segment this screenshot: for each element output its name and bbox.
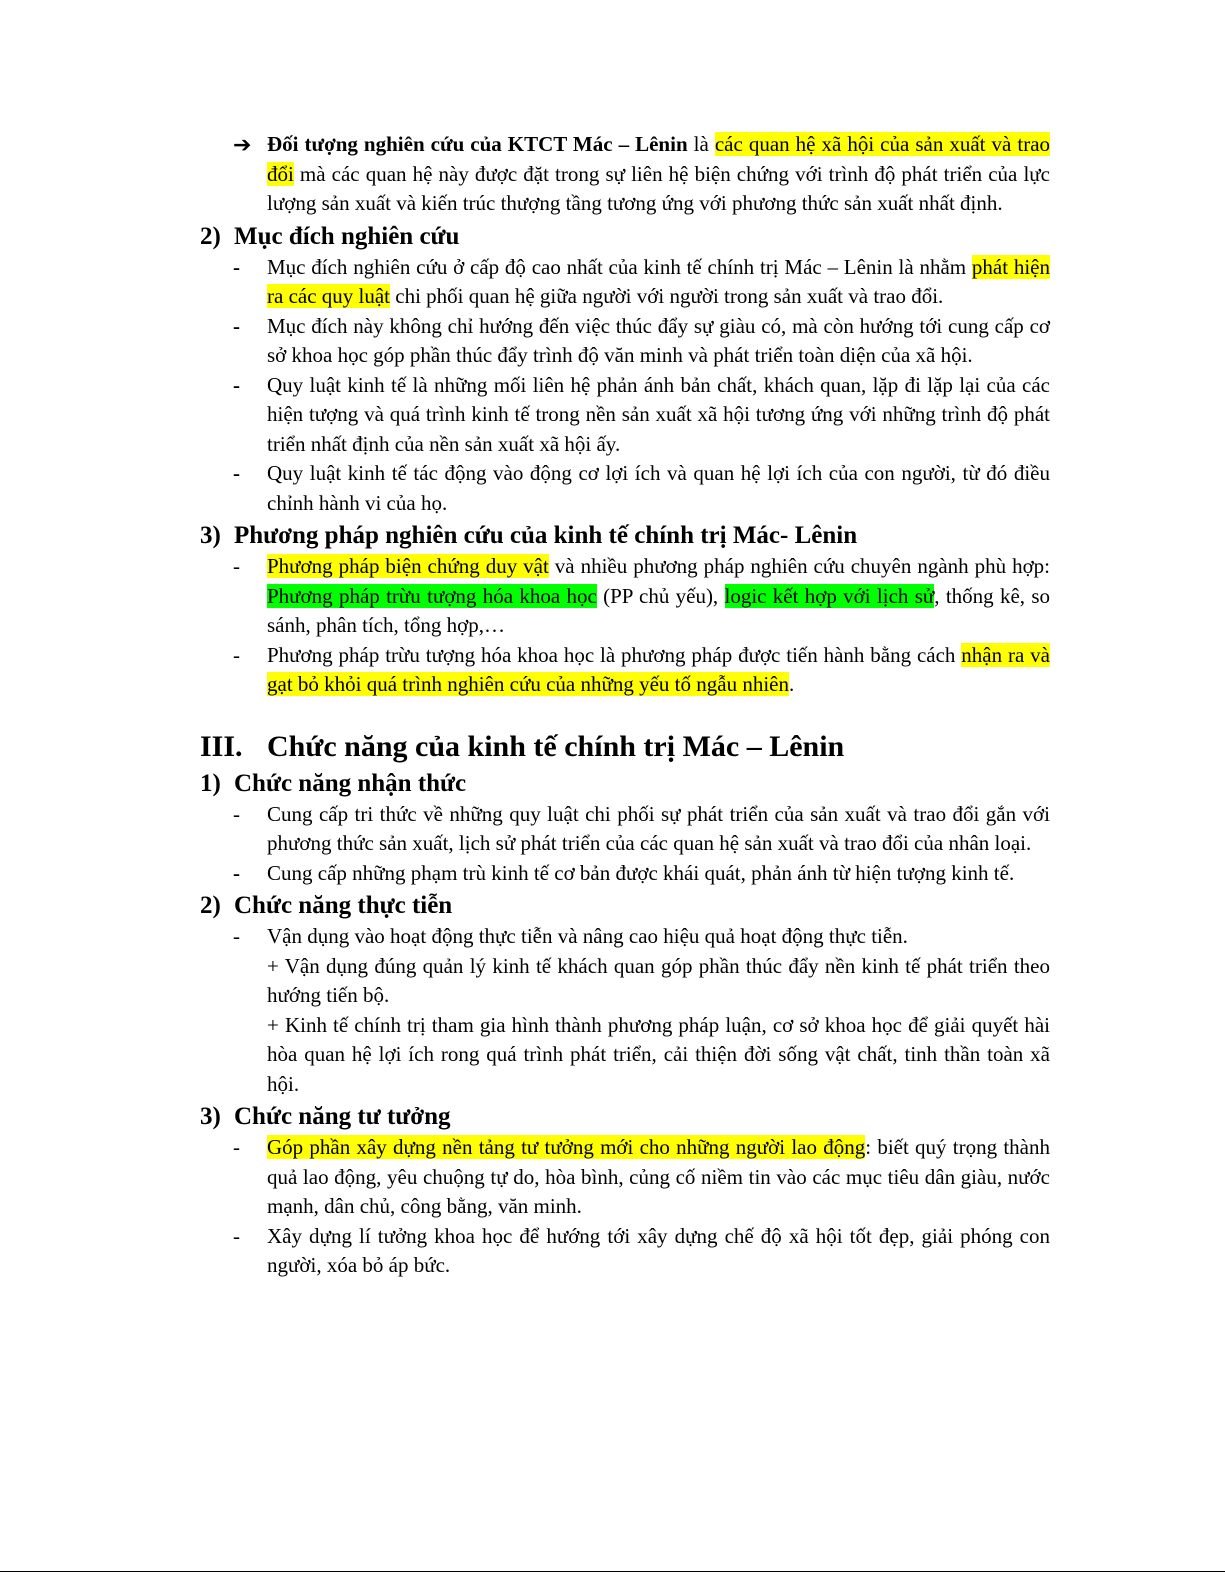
list-item: - Cung cấp tri thức về những quy luật chi phối sự phát triển của sản xuất và trao đổi gắn với phương thức sản xuất, lịch sử phát triển của các quan hệ sản xuất và trao đổi của nhân loại. [233, 801, 1050, 855]
list-item: - Cung cấp những phạm trù kinh tế cơ bản được khái quát, phản ánh từ hiện tượng kinh tế. [200, 859, 1050, 889]
list-item: - Quy luật kinh tế là những mối liên hệ phản ánh bản chất, khách quan, lặp đi lặp lại của các hiện tượng và quá trình kinh tế trong nền sản xuất xã hội tương ứng với những trình độ phát triển nhất định của nền sản xuất xã hội ấy. [233, 372, 1050, 456]
list-item: - Vận dụng vào hoạt động thực tiễn và nâng cao hiệu quả hoạt động thực tiễn. [200, 922, 1050, 952]
yellow-highlight: Góp phần xây dựng nền tảng tư tưởng mới cho những người lao động [267, 1135, 866, 1159]
list-item: - Quy luật kinh tế tác động vào động cơ lợi ích và quan hệ lợi ích của con người, từ đó điều chỉnh hành vi của họ. [233, 461, 1050, 515]
dash-bullet-icon: - [233, 924, 240, 948]
yellow-highlight: phát hiện ra các quy luật [267, 254, 1050, 308]
dash-bullet-icon: - [233, 860, 240, 885]
section-heading-methods: 3) Phương pháp nghiên cứu của kinh tế chính trị Mác- Lênin [200, 522, 858, 549]
page-content [200, 130, 1050, 1281]
section-heading-purpose: 2) Mục đích nghiên cứu [200, 222, 460, 250]
dash-bullet-icon: - [233, 461, 240, 485]
sub-list-item: + Kinh tế chính trị tham gia hình thành phương pháp luận, cơ sở khoa học để giải quyết hài hòa quan hệ lợi ích rong quá trình phát triển, cải thiện đời sống vật chất, tinh thần toàn xã hội. [267, 1012, 1050, 1096]
list-item: - Mục đích này không chỉ hướng đến việc thúc đẩy sự giàu có, mà còn hướng tới cung cấp cơ sở khoa học góp phần thúc đẩy trình độ văn minh và phát triển toàn diện của xã hội. [233, 313, 1050, 367]
dash-bullet-icon: - [233, 1135, 240, 1159]
section-heading-practical-function: 2) Chức năng thực tiễn [200, 892, 453, 919]
object-of-study-paragraph: ➔ Đối tượng nghiên cứu của KTCT Mác – Lênin là các quan hệ xã hội của sản xuất và trao đổi mà các quan hệ này được đặt trong sự liên hệ biện chứng với trình độ phát triển của lực lượng sản xuất và kiến trúc thượng tầng tương ứng với phương thức sản xuất nhất định. [233, 132, 1051, 215]
dash-bullet-icon: - [233, 372, 240, 397]
yellow-highlight: các quan hệ xã hội của sản xuất và trao đổi [267, 132, 1051, 186]
arrow-right-icon: ➔ [233, 132, 252, 157]
section-heading-ideological-function: 3) Chức năng tư tưởng [200, 1103, 451, 1130]
dash-bullet-icon: - [233, 642, 240, 667]
bold-lead: Đối tượng nghiên cứu của KTCT Mác – Lênin [267, 132, 688, 156]
list-item: - Phương pháp trừu tượng hóa khoa học là phương pháp được tiến hành bằng cách nhận ra và gạt bỏ khỏi quá trình nghiên cứu của những yếu tố ngẫu nhiên. [233, 642, 1050, 696]
sub-list-item: + Vận dụng đúng quản lý kinh tế khách quan góp phần thúc đẩy nền kinh tế phát triển theo hướng tiến bộ. [267, 953, 1050, 1007]
yellow-highlight: nhận ra và gạt bỏ khỏi quá trình nghiên cứu của những yếu tố ngẫu nhiên [267, 642, 1050, 696]
dash-bullet-icon: - [233, 554, 240, 578]
green-highlight: logic kết hợp với lịch sử [724, 583, 935, 608]
part-heading-functions: III. Chức năng của kinh tế chính trị Mác – Lênin [200, 729, 845, 763]
page-bottom-divider [0, 1571, 1225, 1572]
yellow-highlight: Phương pháp biện chứng duy vật [267, 554, 549, 578]
list-item: - Xây dựng lí tưởng khoa học để hướng tới xây dựng chế độ xã hội tốt đẹp, giải phóng con người, xóa bỏ áp bức. [233, 1223, 1050, 1277]
list-item: - Phương pháp biện chứng duy vật và nhiều phương pháp nghiên cứu chuyên ngành phù hợp: Phương pháp trừu tượng hóa khoa học (PP chủ yếu), logic kết hợp với lịch sử, thống kê, so sánh, phân tích, tổng hợp,… [233, 554, 1051, 637]
dash-bullet-icon: - [233, 254, 240, 279]
dash-bullet-icon: - [233, 313, 240, 338]
section-heading-cognitive-function: 1) Chức năng nhận thức [200, 769, 467, 797]
list-item: - Góp phần xây dựng nền tảng tư tưởng mới cho những người lao động: biết quý trọng thành quả lao động, yêu chuộng tự do, hòa bình, củng cố niềm tin vào các mục tiêu dân giàu, nước mạnh, dân chủ, công bằng, văn minh. [233, 1135, 1051, 1218]
list-item: - Mục đích nghiên cứu ở cấp độ cao nhất của kinh tế chính trị Mác – Lênin là nhằm phát hiện ra các quy luật chi phối quan hệ giữa người với người trong sản xuất và trao đổi. [233, 254, 1050, 308]
green-highlight: Phương pháp trừu tượng hóa khoa học [267, 583, 597, 608]
dash-bullet-icon: - [233, 801, 240, 826]
dash-bullet-icon: - [233, 1223, 240, 1248]
